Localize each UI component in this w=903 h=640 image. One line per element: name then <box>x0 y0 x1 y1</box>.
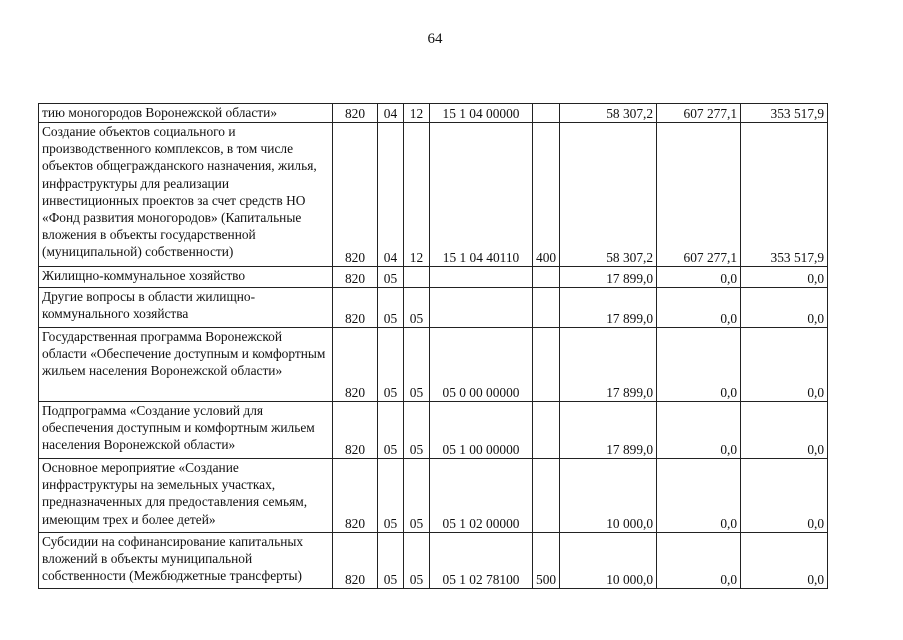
vr-cell: 500 <box>533 533 560 589</box>
value-year3-cell: 353 517,9 <box>741 123 828 267</box>
row-name-cell: Подпрограмма «Создание условий для обеспечения доступным и комфортным жильем населения Воронежской области» <box>39 402 333 459</box>
value-year3-cell: 0,0 <box>741 267 828 288</box>
value-year2-cell: 0,0 <box>657 328 741 402</box>
row-name-cell: Создание объектов социального и производственного комплексов, в том числе объектов общегражданского назначения, жилья, инфраструктуры для реализации инвестиционных проектов за счет средств НО «Фонд развития моногородов» (Капитальные вложения в объекты государственной (муниципальной) собственности) <box>39 123 333 267</box>
value-year3-cell: 0,0 <box>741 533 828 589</box>
csr-cell: 05 1 00 00000 <box>430 402 533 459</box>
value-year2-cell: 0,0 <box>657 267 741 288</box>
rz-cell: 05 <box>378 459 404 533</box>
pr-cell <box>404 267 430 288</box>
value-year1-cell: 17 899,0 <box>560 267 657 288</box>
value-year3-cell: 0,0 <box>741 459 828 533</box>
value-year1-cell: 58 307,2 <box>560 123 657 267</box>
value-year3-cell: 0,0 <box>741 402 828 459</box>
table-row <box>39 123 828 267</box>
csr-cell: 15 1 04 40110 <box>430 123 533 267</box>
vr-cell <box>533 288 560 328</box>
ved-cell: 820 <box>333 328 378 402</box>
pr-cell: 05 <box>404 328 430 402</box>
pr-cell: 05 <box>404 533 430 589</box>
vr-cell <box>533 459 560 533</box>
table-row <box>39 267 828 288</box>
value-year1-cell: 17 899,0 <box>560 288 657 328</box>
rz-cell: 05 <box>378 288 404 328</box>
vr-cell <box>533 104 560 123</box>
csr-cell: 15 1 04 00000 <box>430 104 533 123</box>
table-row <box>39 328 828 402</box>
value-year2-cell: 0,0 <box>657 459 741 533</box>
row-name-cell: Жилищно-коммунальное хозяйство <box>39 267 333 288</box>
ved-cell: 820 <box>333 402 378 459</box>
value-year2-cell: 607 277,1 <box>657 123 741 267</box>
vr-cell: 400 <box>533 123 560 267</box>
csr-cell: 05 1 02 00000 <box>430 459 533 533</box>
table-row <box>39 104 828 123</box>
vr-cell <box>533 402 560 459</box>
ved-cell: 820 <box>333 267 378 288</box>
budget-table <box>38 103 828 589</box>
csr-cell: 05 1 02 78100 <box>430 533 533 589</box>
table-row <box>39 459 828 533</box>
csr-cell <box>430 288 533 328</box>
table-row <box>39 402 828 459</box>
row-name-cell: Основное мероприятие «Создание инфраструктуры на земельных участках, предназначенных для предоставления семьям, имеющим трех и более детей» <box>39 459 333 533</box>
csr-cell <box>430 267 533 288</box>
value-year2-cell: 0,0 <box>657 533 741 589</box>
pr-cell: 12 <box>404 123 430 267</box>
value-year1-cell: 17 899,0 <box>560 402 657 459</box>
value-year2-cell: 607 277,1 <box>657 104 741 123</box>
rz-cell: 04 <box>378 104 404 123</box>
value-year2-cell: 0,0 <box>657 402 741 459</box>
ved-cell: 820 <box>333 123 378 267</box>
ved-cell: 820 <box>333 104 378 123</box>
value-year3-cell: 0,0 <box>741 288 828 328</box>
pr-cell: 05 <box>404 402 430 459</box>
rz-cell: 05 <box>378 533 404 589</box>
vr-cell <box>533 328 560 402</box>
ved-cell: 820 <box>333 288 378 328</box>
table-row <box>39 533 828 589</box>
row-name-cell: Субсидии на софинансирование капитальных вложений в объекты муниципальной собственности (Межбюджетные трансферты) <box>39 533 333 589</box>
pr-cell: 05 <box>404 459 430 533</box>
rz-cell: 04 <box>378 123 404 267</box>
pr-cell: 12 <box>404 104 430 123</box>
rz-cell: 05 <box>378 267 404 288</box>
ved-cell: 820 <box>333 533 378 589</box>
ved-cell: 820 <box>333 459 378 533</box>
table-row <box>39 288 828 328</box>
value-year3-cell: 0,0 <box>741 328 828 402</box>
page-number: 64 <box>427 31 443 47</box>
rz-cell: 05 <box>378 328 404 402</box>
value-year1-cell: 10 000,0 <box>560 533 657 589</box>
value-year1-cell: 17 899,0 <box>560 328 657 402</box>
value-year1-cell: 58 307,2 <box>560 104 657 123</box>
row-name-cell: Государственная программа Воронежской области «Обеспечение доступным и комфортным жильем населения Воронежской области» <box>39 328 333 402</box>
value-year3-cell: 353 517,9 <box>741 104 828 123</box>
value-year2-cell: 0,0 <box>657 288 741 328</box>
csr-cell: 05 0 00 00000 <box>430 328 533 402</box>
value-year1-cell: 10 000,0 <box>560 459 657 533</box>
vr-cell <box>533 267 560 288</box>
rz-cell: 05 <box>378 402 404 459</box>
row-name-cell: тию моногородов Воронежской области» <box>39 104 333 123</box>
pr-cell: 05 <box>404 288 430 328</box>
row-name-cell: Другие вопросы в области жилищно-коммунального хозяйства <box>39 288 333 328</box>
